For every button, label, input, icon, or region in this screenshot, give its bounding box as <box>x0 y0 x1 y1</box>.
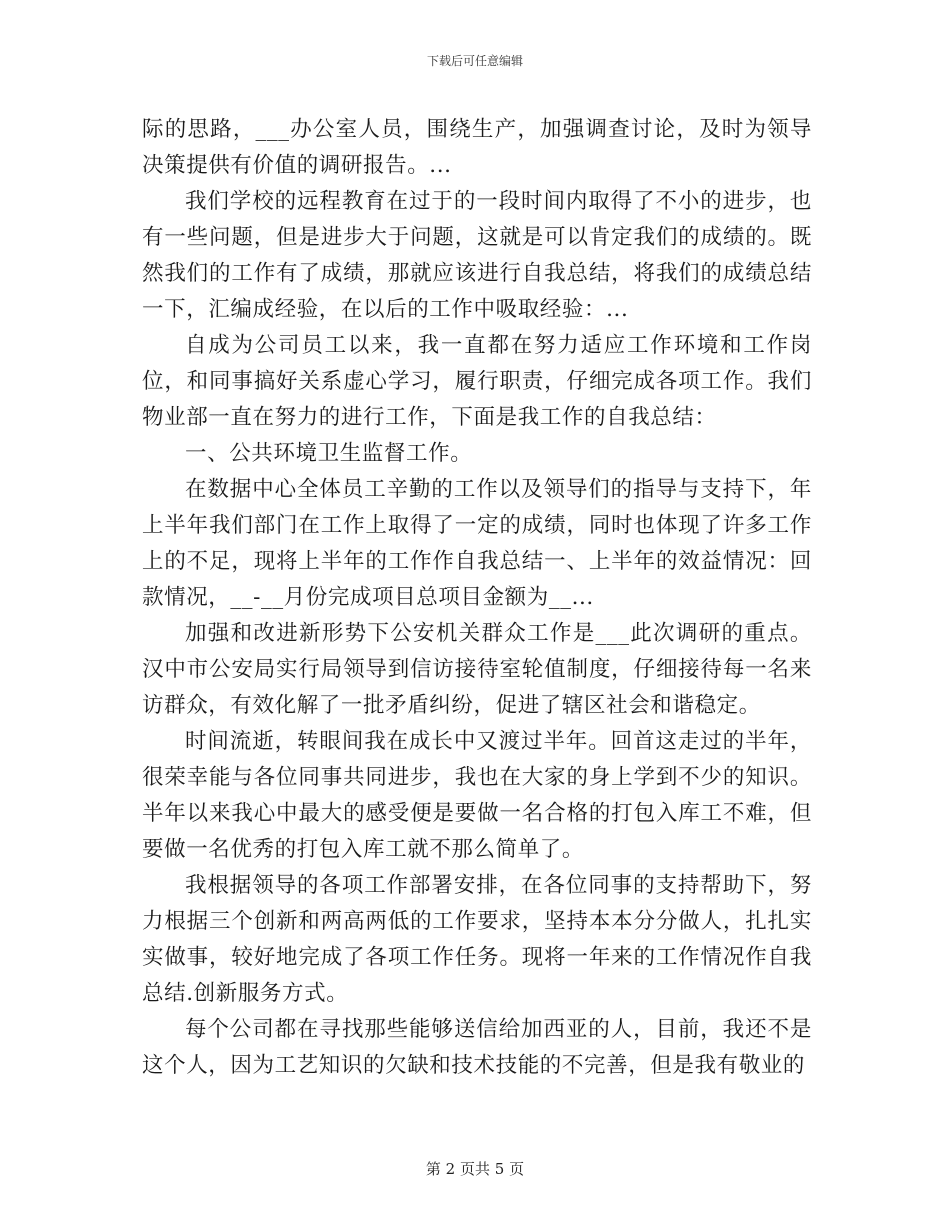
page-header: 下载后可任意编辑 <box>426 54 523 68</box>
paragraph-1: 际的思路，___办公室人员，围绕生产，加强调查讨论，及时为领导决策提供有价值的调研报告。... <box>142 117 812 178</box>
paragraph-9: 每个公司都在寻找那些能够送信给加西亚的人，目前，我还不是这个人，因为工艺知识的欠缺和技术技能的不完善，但是我有敬业的 <box>142 1017 812 1078</box>
paragraph-3: 自成为公司员工以来，我一直都在努力适应工作环境和工作岗位，和同事搞好关系虚心学习，履行职责，仔细完成各项工作。我们物业部一直在努力的进行工作，下面是我工作的自我总结： <box>142 333 812 430</box>
document-body <box>142 112 812 1084</box>
paragraph-2: 我们学校的远程教育在过于的一段时间内取得了不小的进步，也有一些问题，但是进步大于问题，这就是可以肯定我们的成绩的。既然我们的工作有了成绩，那就应该进行自我总结，将我们的成绩总结一下，汇编成经验，在以后的工作中吸取经验：... <box>142 189 812 322</box>
page-number: 第 2 页共 5 页 <box>425 1160 525 1178</box>
paragraph-5: 在数据中心全体员工辛勤的工作以及领导们的指导与支持下，年上半年我们部门在工作上取得了一定的成绩，同时也体现了许多工作上的不足，现将上半年的工作作自我总结一、上半年的效益情况：回款情况，__-__月份完成项目总项目金额为__... <box>142 477 812 610</box>
paragraph-6: 加强和改进新形势下公安机关群众工作是___此次调研的重点。汉中市公安局实行局领导到信访接待室轮值制度，仔细接待每一名来访群众，有效化解了一批矛盾纠纷，促进了辖区社会和谐稳定。 <box>142 621 812 718</box>
section-heading: 一、公共环境卫生监督工作。 <box>185 441 473 466</box>
paragraph-7: 时间流逝，转眼间我在成长中又渡过半年。回首这走过的半年，很荣幸能与各位同事共同进步，我也在大家的身上学到不少的知识。半年以来我心中最大的感受便是要做一名合格的打包入库工不难，但要做一名优秀的打包入库工就不那么简单了。 <box>142 729 812 862</box>
paragraph-8: 我根据领导的各项工作部署安排，在各位同事的支持帮助下，努力根据三个创新和两高两低的工作要求，坚持本本分分做人，扎扎实实做事，较好地完成了各项工作任务。现将一年来的工作情况作自我总结.创新服务方式。 <box>142 873 812 1006</box>
